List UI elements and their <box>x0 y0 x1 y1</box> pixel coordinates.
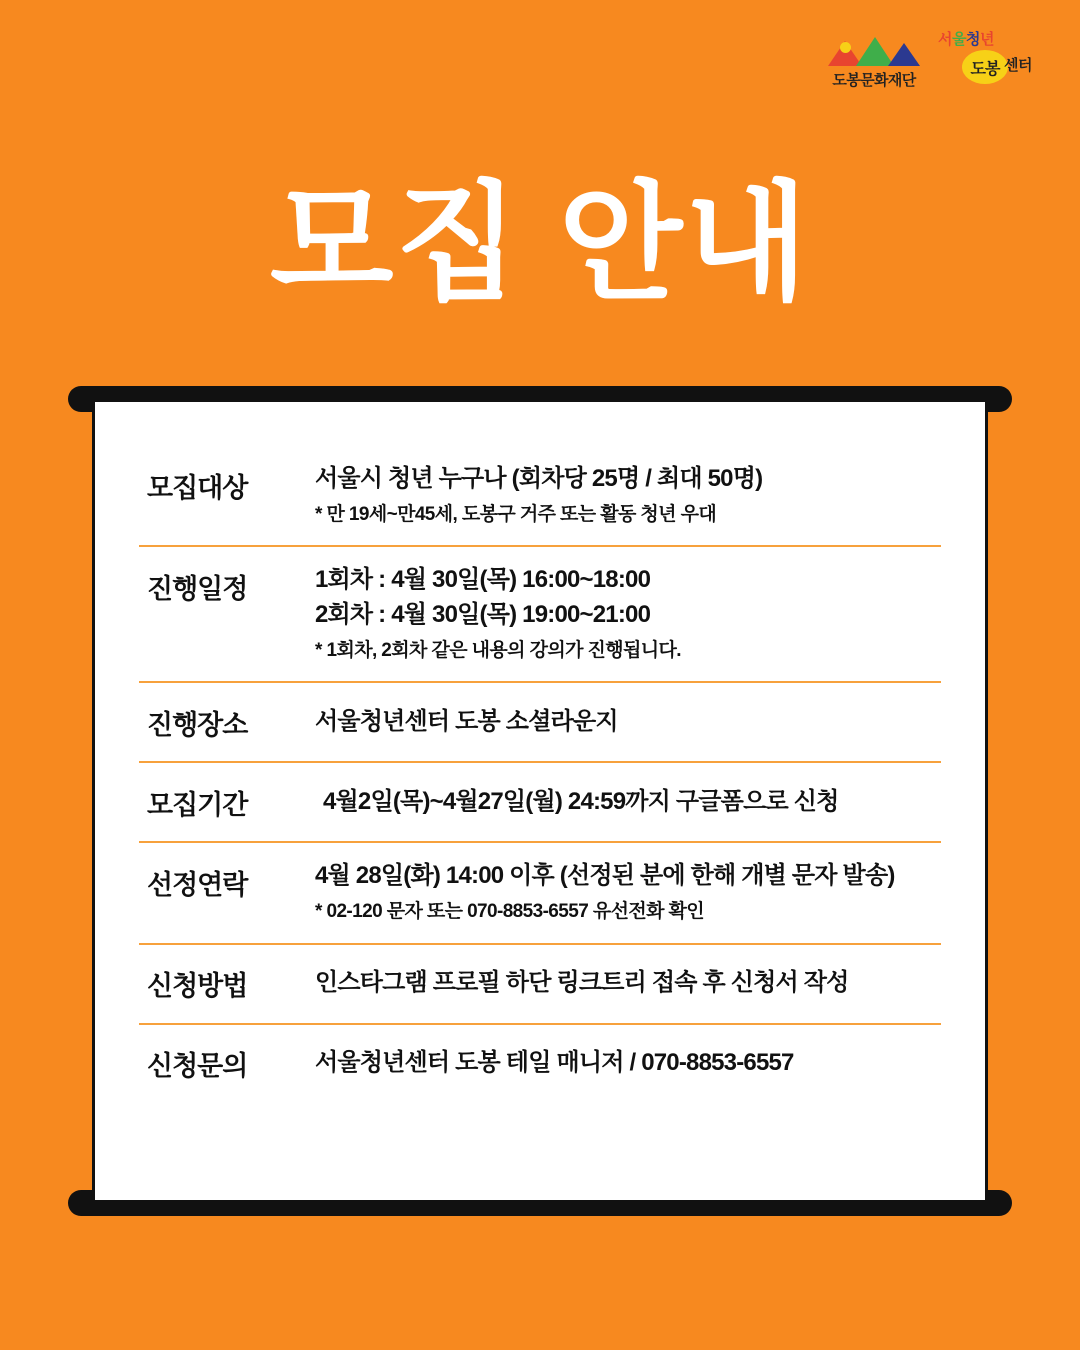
row-main-text: 서울시 청년 누구나 (회차당 25명 / 최대 50명) <box>315 465 763 492</box>
info-row-notification <box>139 841 941 942</box>
row-main-text: 서울청년센터 도봉 테일 매니저 / 070-8853-6557 <box>315 1049 794 1077</box>
dobong-foundation-label: 도봉문화재단 <box>832 72 916 89</box>
dobong-foundation-logo <box>826 36 922 90</box>
seoul-youth-center-logo <box>938 28 1046 90</box>
row-body <box>309 563 941 665</box>
sun-dot-icon <box>840 42 851 53</box>
row-body <box>309 859 941 926</box>
page-title: 모집 안내 <box>269 172 811 315</box>
row-main-text: 서울청년센터 도봉 소셜라운지 <box>315 707 618 735</box>
row-label: 진행장소 <box>147 709 248 740</box>
mountain-icon <box>826 36 922 66</box>
info-row-period <box>139 761 941 841</box>
row-body <box>309 1041 941 1087</box>
info-card-wrapper <box>68 386 1012 1216</box>
info-row-location <box>139 681 941 761</box>
info-row-apply-method <box>139 943 941 1023</box>
logo-bar <box>826 28 1046 90</box>
info-card <box>92 399 988 1203</box>
row-label: 모집대상 <box>147 472 248 503</box>
row-sub-text: * 02-120 문자 또는 070-8853-6557 유선전화 확인 <box>315 901 705 923</box>
row-label: 선정연락 <box>147 869 248 900</box>
row-label: 모집기간 <box>147 789 248 820</box>
row-label: 진행일정 <box>147 573 248 604</box>
row-body <box>309 961 941 1007</box>
info-rows <box>95 446 985 1103</box>
seoul-youth-center-badge: 도봉 <box>962 50 1008 84</box>
row-label: 신청문의 <box>147 1051 248 1082</box>
row-body <box>309 462 941 529</box>
info-row-schedule <box>139 545 941 681</box>
row-main-text-2: 2회차 : 4월 30일(목) 19:00~21:00 <box>315 601 651 629</box>
row-main-text: 인스타그램 프로필 하단 링크트리 접속 후 신청서 작성 <box>315 969 849 997</box>
info-row-recruit-target <box>139 446 941 545</box>
row-body <box>309 779 941 825</box>
row-label: 신청방법 <box>147 971 248 1002</box>
row-sub-text: * 1회차, 2회차 같은 내용의 강의가 진행됩니다. <box>315 639 681 661</box>
info-row-contact <box>139 1023 941 1103</box>
row-main-text: 4월 28일(화) 14:00 이후 (선정된 분에 한해 개별 문자 발송) <box>315 862 895 890</box>
row-body <box>309 699 941 745</box>
seoul-youth-center-suffix: 센터 <box>1004 57 1032 74</box>
row-sub-text: * 만 19세~만45세, 도봉구 거주 또는 활동 청년 우대 <box>315 503 717 525</box>
row-main-text: 1회차 : 4월 30일(목) 16:00~18:00 <box>315 566 651 594</box>
row-main-text: 4월2일(목)~4월27일(월) 24:59까지 구글폼으로 신청 <box>323 787 839 815</box>
seoul-youth-center-wordmark: 서울청년 <box>938 31 994 48</box>
